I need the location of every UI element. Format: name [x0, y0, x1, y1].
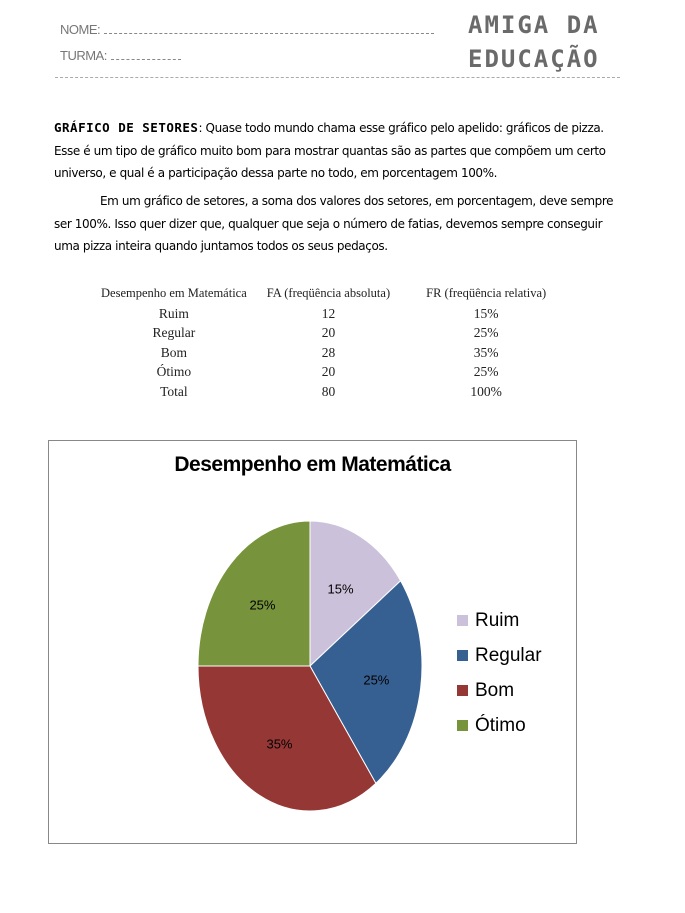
table-row [95, 343, 552, 363]
slice-data-label: 35% [266, 736, 293, 752]
column-header: Desempenho em Matemática [101, 286, 247, 300]
table-cell: 20 [321, 364, 336, 379]
brand-line-1: AMIGA DA [468, 11, 600, 39]
table-cell: 28 [321, 344, 336, 360]
chart-title: Desempenho em Matemática [174, 453, 451, 476]
table-cell: Total [160, 383, 188, 399]
header-divider [55, 77, 620, 78]
class-label: TURMA: [60, 48, 107, 63]
table-cell: 12 [321, 305, 336, 321]
table-cell: Ótimo [156, 364, 192, 379]
chart-legend [457, 603, 542, 743]
frequency-table [95, 284, 552, 401]
table-cell: Regular [152, 325, 196, 340]
table-cell: 100% [470, 383, 502, 399]
table-cell: 80 [321, 383, 336, 399]
legend-item [457, 603, 542, 638]
legend-swatch [457, 685, 468, 696]
legend-item [457, 638, 542, 673]
intro-paragraph [54, 117, 624, 185]
table-cell: 20 [321, 325, 336, 340]
legend-label: Ótimo [475, 714, 526, 736]
pie-chart [48, 440, 577, 844]
pie-slice-ótimo [198, 521, 310, 666]
brand-line-2: EDUCAÇÃO [468, 45, 600, 73]
legend-label: Bom [475, 679, 515, 701]
slice-data-label: 15% [327, 581, 354, 597]
class-field[interactable] [60, 48, 181, 63]
section-heading: GRÁFICO DE SETORES [54, 120, 199, 135]
slice-data-label: 25% [249, 597, 276, 613]
table-cell: 25% [473, 325, 499, 340]
legend-swatch [457, 615, 468, 626]
legend-swatch [457, 650, 468, 661]
brand-logo [468, 8, 600, 76]
legend-item [457, 673, 542, 708]
legend-label: Ruim [475, 609, 520, 631]
column-header: FR (freqüência relativa) [426, 286, 547, 300]
column-header: FA (freqüência absoluta) [266, 286, 391, 300]
table-cell: 25% [473, 364, 499, 379]
table-cell: 15% [473, 305, 499, 321]
table-row [95, 362, 552, 382]
table-cell: Ruim [158, 305, 189, 321]
table-row [95, 323, 552, 343]
name-label: NOME: [60, 22, 101, 37]
table-row [95, 382, 552, 402]
legend-swatch [457, 720, 468, 731]
table-cell: Bom [160, 344, 188, 360]
slice-data-label: 25% [363, 672, 390, 688]
sum-paragraph: Em um gráfico de setores, a soma dos valores dos setores, em porcentagem, deve sempre ser 100%. Isso quer dizer que, qualquer que seja o número de fatias, devemos sempre conseguir uma pizza inteira quando juntamos todos os seus pedaços. [54, 194, 614, 253]
legend-item [457, 708, 542, 743]
table-row [95, 304, 552, 324]
legend-label: Regular [475, 644, 542, 666]
name-field[interactable] [60, 22, 434, 37]
table-header-row [95, 284, 552, 304]
table-cell: 35% [473, 344, 499, 360]
intro-text: : Quase todo mundo chama esse gráfico pelo apelido: gráficos de pizza. Esse é um tipo de gráfico muito bom para mostrar quantas são as partes que compõem um certo universo, e qual é a participação dessa parte no todo, em porcentagem 100%. [54, 121, 606, 180]
